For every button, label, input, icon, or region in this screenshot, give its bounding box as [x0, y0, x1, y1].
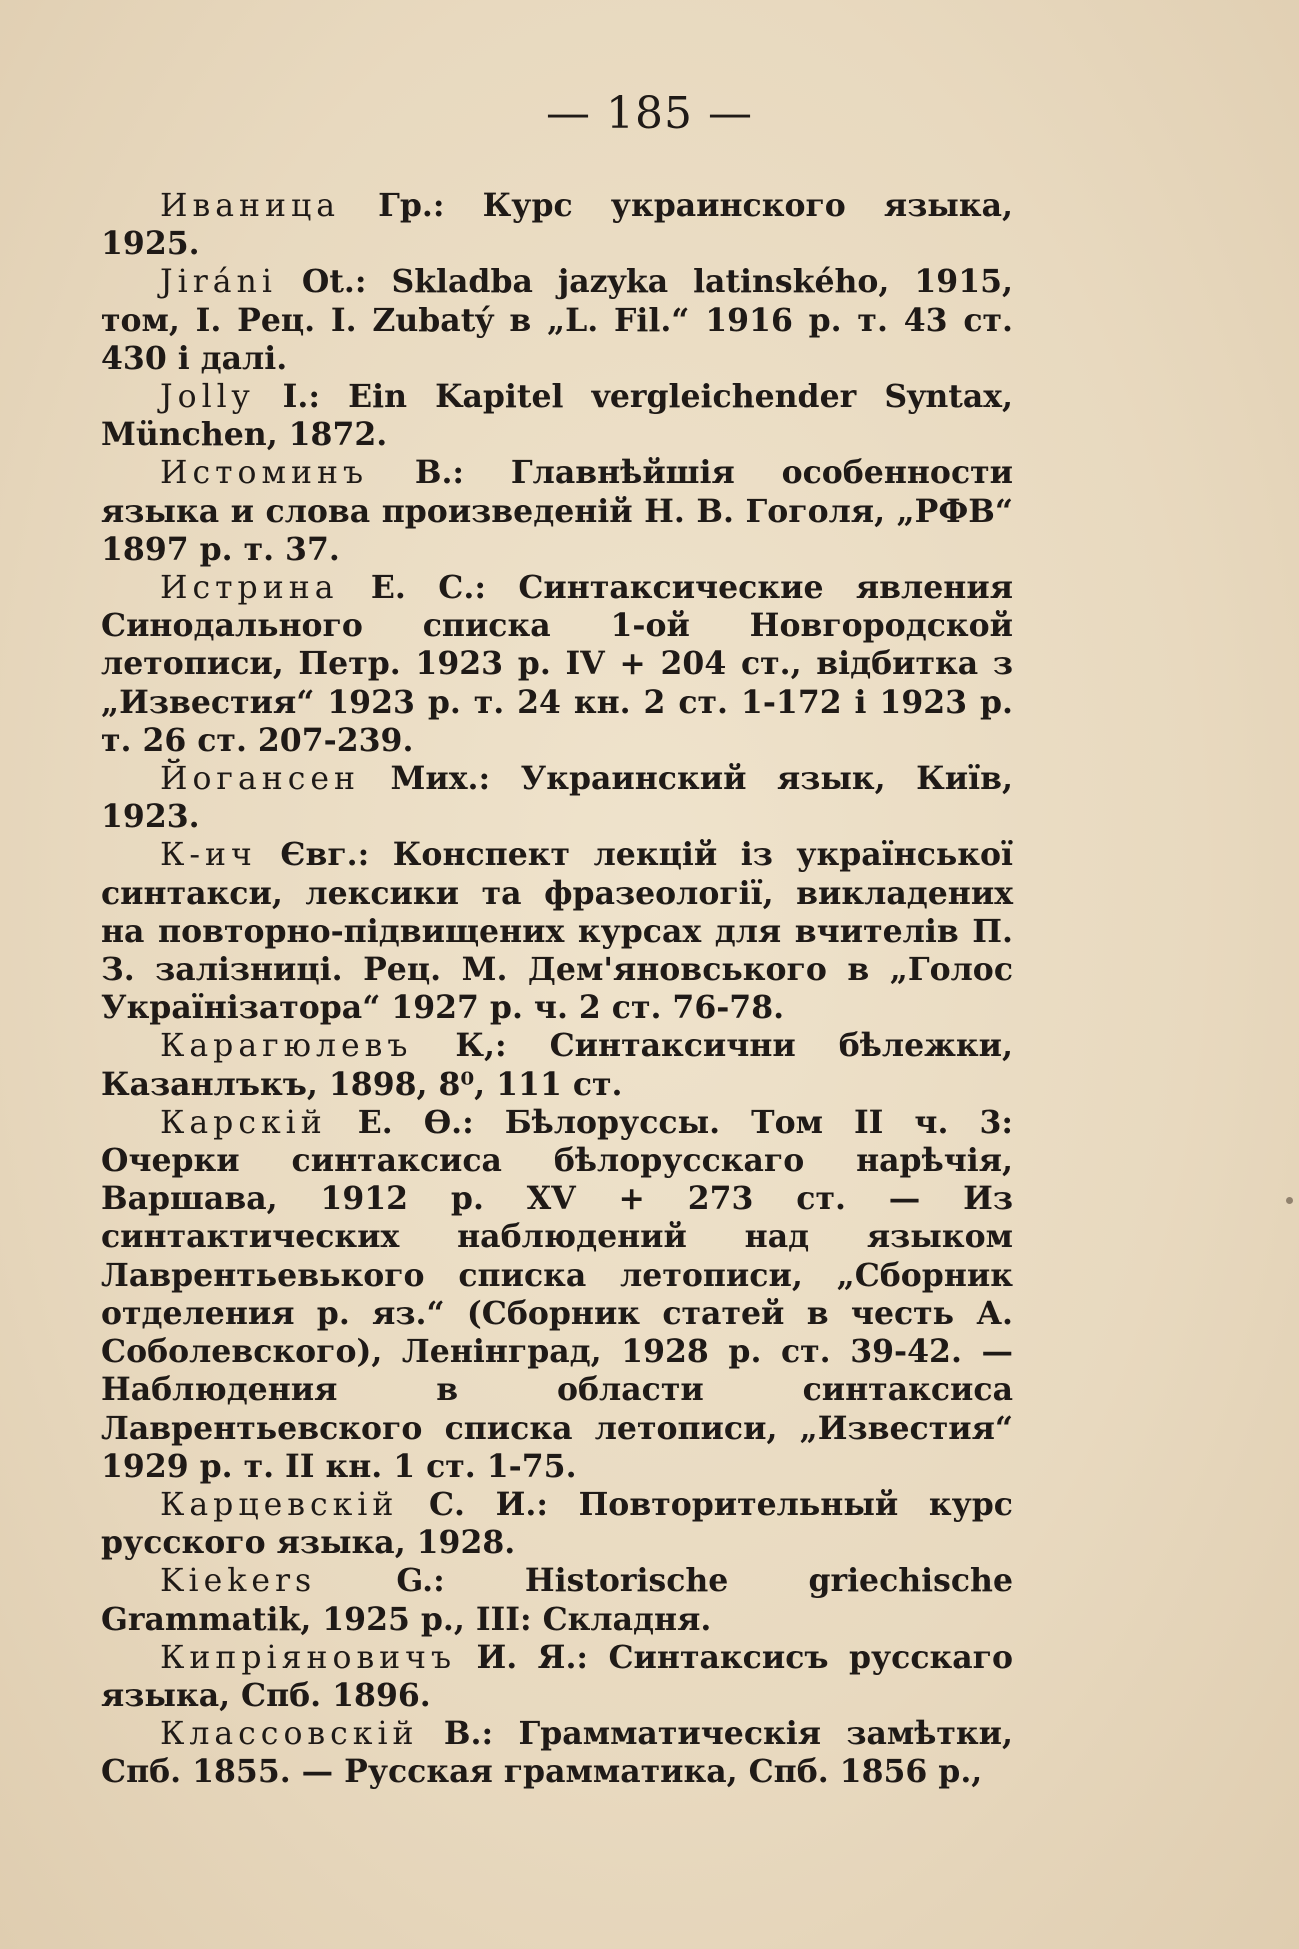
entry-text: G.: Historische griechische Grammatik, 1925 p., III: Складня.: [101, 1562, 1013, 1638]
entry-author: Карагюлевъ: [160, 1028, 413, 1065]
bibliography-entry: [101, 1639, 1013, 1715]
bibliography-entry: [101, 836, 1013, 1027]
entry-author: Истрина: [160, 570, 339, 607]
entry-author: Карцевскій: [160, 1486, 399, 1523]
bibliography-entry: [101, 454, 1013, 569]
entry-author: Kiekers: [160, 1563, 317, 1600]
entry-text: Мих.: Украинский язык, Київ, 1923.: [101, 760, 1013, 836]
entry-author: Истоминъ: [160, 455, 369, 492]
entry-author: Йогансен: [160, 761, 360, 798]
entry-text: В.: Грамматическія замѣтки, Спб. 1855. — Русская грамматика, Спб. 1856 р.,: [101, 1715, 1013, 1791]
entry-author: Jiráni: [160, 264, 277, 301]
entry-text: И. Я.: Синтаксисъ русскаго языка, Спб. 1896.: [101, 1638, 1013, 1714]
entry-author: Иваница: [160, 188, 341, 224]
entry-author: Классовскій: [160, 1716, 419, 1753]
entry-text: Е. С.: Синтаксические явления Синодального списка 1-ой Новгородской летописи, Петр. 1923 р. IV + 204 ст., відбитка з „Известия“ 1923 р. т. 24 кн. 2 ст. 1-172 і 1923 р. т. 26 ст. 207-239.: [101, 569, 1013, 759]
bibliography-entry: [101, 1486, 1013, 1562]
bibliography-entry: [101, 1104, 1013, 1486]
entry-author: Кипріяновичъ: [160, 1639, 457, 1676]
entry-text: С. И.: Повторительный курс русского языка, 1928.: [101, 1485, 1013, 1562]
entry-text: I.: Ein Kapitel vergleichender Syntax, München, 1872.: [101, 378, 1013, 454]
page-number: — 185 —: [546, 88, 753, 139]
bibliography-entry: [101, 569, 1013, 760]
entry-text: Євг.: Конспект лекцій із української синтакси, лексики та фразеології, викладених на повторно-підвищених курсах для вчителів П. З. залізниці. Рец. М. Дем'яновського в „Голос Українізатора“ 1927 р. ч. 2 ст. 76-78.: [101, 836, 1013, 1027]
bibliography-entry: [101, 263, 1013, 378]
entry-author: К-ич: [160, 837, 257, 874]
bibliography-entry: [101, 1562, 1013, 1638]
bibliography-list: [101, 187, 1013, 1792]
entry-author: Jolly: [160, 379, 255, 416]
entry-text: Ot.: Skladba jazyka latinského, 1915, том, I. Рец. I. Zubatý в „L. Fil.“ 1916 p. т. 43 ст. 430 і далі.: [101, 263, 1013, 377]
bibliography-entry: [101, 760, 1013, 836]
entry-text: Гр.: Курс украинского языка, 1925.: [101, 187, 1013, 263]
entry-text: К,: Синтаксични бѣлежки, Казанлъкъ, 1898, 8⁰, 111 ст.: [101, 1027, 1013, 1103]
entry-text: Е. Ѳ.: Бѣлоруссы. Том II ч. 3: Очерки синтаксиса бѣлорусскаго нарѣчія, Варшава, 1912 р. XV + 273 ст. — Из синтактических наблюдений над языком Лаврентьевького списка летописи, „Сборник отделения р. яз.“ (Сборник статей в честь А. Соболевского), Ленінград, 1928 р. ст. 39-42. — Наблюдения в области синтаксиса Лаврентьевского списка летописи, „Известия“ 1929 р. т. II кн. 1 ст. 1-75.: [101, 1103, 1013, 1485]
bibliography-entry: [101, 378, 1013, 454]
paper-speck: [1286, 1197, 1293, 1204]
bibliography-entry: [101, 1715, 1013, 1791]
entry-author: Карскій: [160, 1104, 327, 1141]
entry-text: В.: Главнѣйшія особенности языка и слова произведеній Н. В. Гоголя, „РФВ“ 1897 р. т. 37.: [101, 454, 1013, 568]
bibliography-entry: [101, 1027, 1013, 1103]
bibliography-entry: [101, 187, 1013, 263]
